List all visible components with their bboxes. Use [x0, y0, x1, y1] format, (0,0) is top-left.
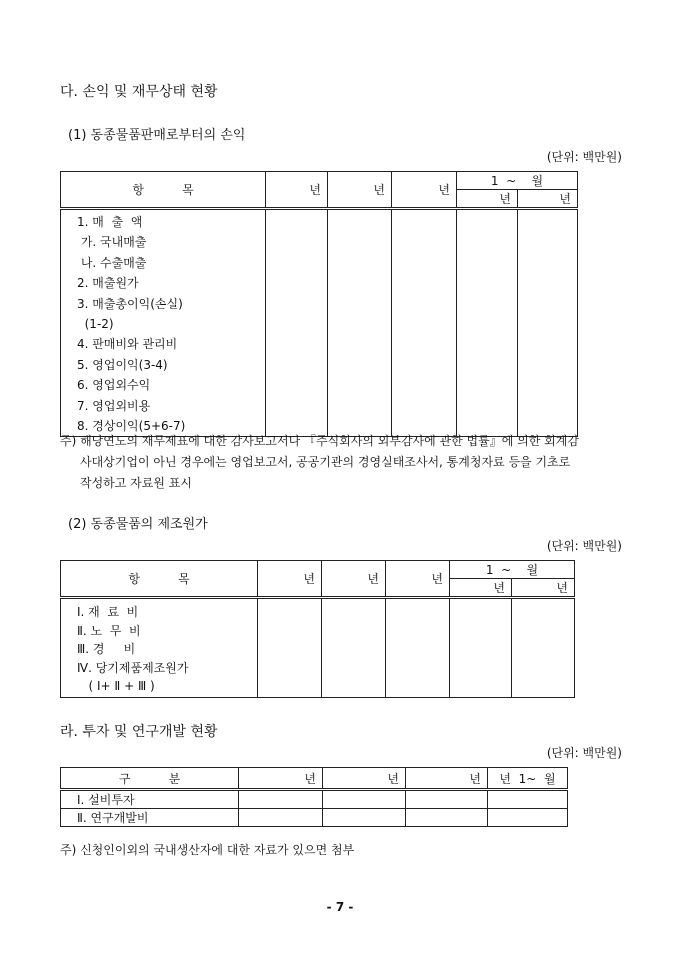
list-item: 나. 수출매출	[77, 255, 147, 270]
value-cell	[518, 209, 578, 437]
list-item: 3. 매출총이익(손실)	[77, 296, 183, 311]
sales-profit-table	[60, 171, 578, 437]
subsection-title-manufacturing-cost: (2) 동종물품의 제조원가	[68, 517, 208, 532]
list-item: 7. 영업외비용	[77, 398, 151, 413]
value-cell	[386, 598, 450, 698]
list-item: 8. 경상이익(5+6-7)	[77, 419, 186, 434]
header-period: 1 ~ 월	[457, 172, 578, 190]
header-year-1: 년	[258, 561, 322, 598]
header-sub-year-1: 년	[450, 579, 512, 598]
value-cell	[512, 598, 575, 698]
subsection-title-sales-profit: (1) 동종물품판매로부터의 손익	[68, 128, 246, 143]
value-cell	[328, 209, 392, 437]
header-sub-year-2: 년	[512, 579, 575, 598]
value-cell	[450, 598, 512, 698]
item-list	[61, 209, 266, 437]
note-line: 작성하고 자료원 표시	[80, 476, 192, 490]
list-item: 5. 영업이익(3-4)	[77, 357, 168, 372]
header-item: 구 분	[61, 768, 239, 790]
note-sales-profit	[60, 431, 579, 494]
value-cell	[488, 790, 568, 809]
unit-label: (단위: 백만원)	[546, 150, 622, 164]
header-sub-year-2: 년	[518, 190, 578, 209]
value-cell	[488, 809, 568, 827]
list-item: Ⅱ. 노 무 비	[77, 623, 141, 638]
investment-rnd-table	[60, 767, 568, 827]
list-item: 6. 영업외수익	[77, 378, 151, 393]
unit-label: (단위: 백만원)	[546, 539, 622, 553]
row-rnd-expense: Ⅱ. 연구개발비	[61, 809, 239, 827]
section-title-profit-financial: 다. 손익 및 재무상태 현황	[60, 84, 218, 100]
value-cell	[266, 209, 328, 437]
list-item: Ⅰ. 재 료 비	[77, 605, 139, 619]
header-item: 항 목	[61, 172, 266, 209]
header-period: 년 1~ 월	[488, 768, 568, 790]
list-item: ( Ⅰ+ Ⅱ + Ⅲ )	[77, 679, 155, 694]
note-domestic-producers: 주) 신청인이외의 국내생산자에 대한 자료가 있으면 첨부	[60, 843, 355, 857]
header-year-1: 년	[239, 768, 323, 790]
value-cell	[406, 790, 488, 809]
header-period: 1 ~ 월	[450, 561, 575, 579]
row-facility-investment: Ⅰ. 설비투자	[61, 790, 239, 809]
header-year-1: 년	[266, 172, 328, 209]
unit-label: (단위: 백만원)	[546, 746, 622, 760]
list-item: Ⅲ. 경 비	[77, 642, 136, 657]
header-year-3: 년	[386, 561, 450, 598]
header-year-3: 년	[392, 172, 457, 209]
header-year-2: 년	[328, 172, 392, 209]
header-year-3: 년	[406, 768, 488, 790]
value-cell	[323, 790, 406, 809]
note-line: 주) 해당연도의 재무제표에 대한 감사보고서나 『주식회사의 외부감사에 관한 법률』에 의한 회계감	[60, 434, 579, 448]
manufacturing-cost-table	[60, 560, 575, 698]
page-number: - 7 -	[326, 900, 354, 914]
value-cell	[322, 598, 386, 698]
value-cell	[392, 209, 457, 437]
item-list	[61, 598, 258, 698]
value-cell	[406, 809, 488, 827]
header-item: 항 목	[61, 561, 258, 598]
header-year-2: 년	[323, 768, 406, 790]
value-cell	[239, 790, 323, 809]
value-cell	[457, 209, 518, 437]
list-item: 가. 국내매출	[77, 235, 147, 250]
value-cell	[239, 809, 323, 827]
list-item: (1-2)	[77, 317, 114, 332]
list-item: 4. 판매비와 관리비	[77, 337, 178, 352]
value-cell	[323, 809, 406, 827]
note-line: 사대상기업이 아닌 경우에는 영업보고서, 공공기관의 경영실태조사서, 통계청자료 등을 기초로	[80, 455, 571, 469]
list-item: 1. 매 출 액	[77, 215, 143, 229]
header-sub-year-1: 년	[457, 190, 518, 209]
header-year-2: 년	[322, 561, 386, 598]
section-title-investment-rnd: 라. 투자 및 연구개발 현황	[60, 724, 218, 740]
list-item: 2. 매출원가	[77, 276, 139, 291]
list-item: Ⅳ. 당기제품제조원가	[77, 660, 189, 675]
value-cell	[258, 598, 322, 698]
